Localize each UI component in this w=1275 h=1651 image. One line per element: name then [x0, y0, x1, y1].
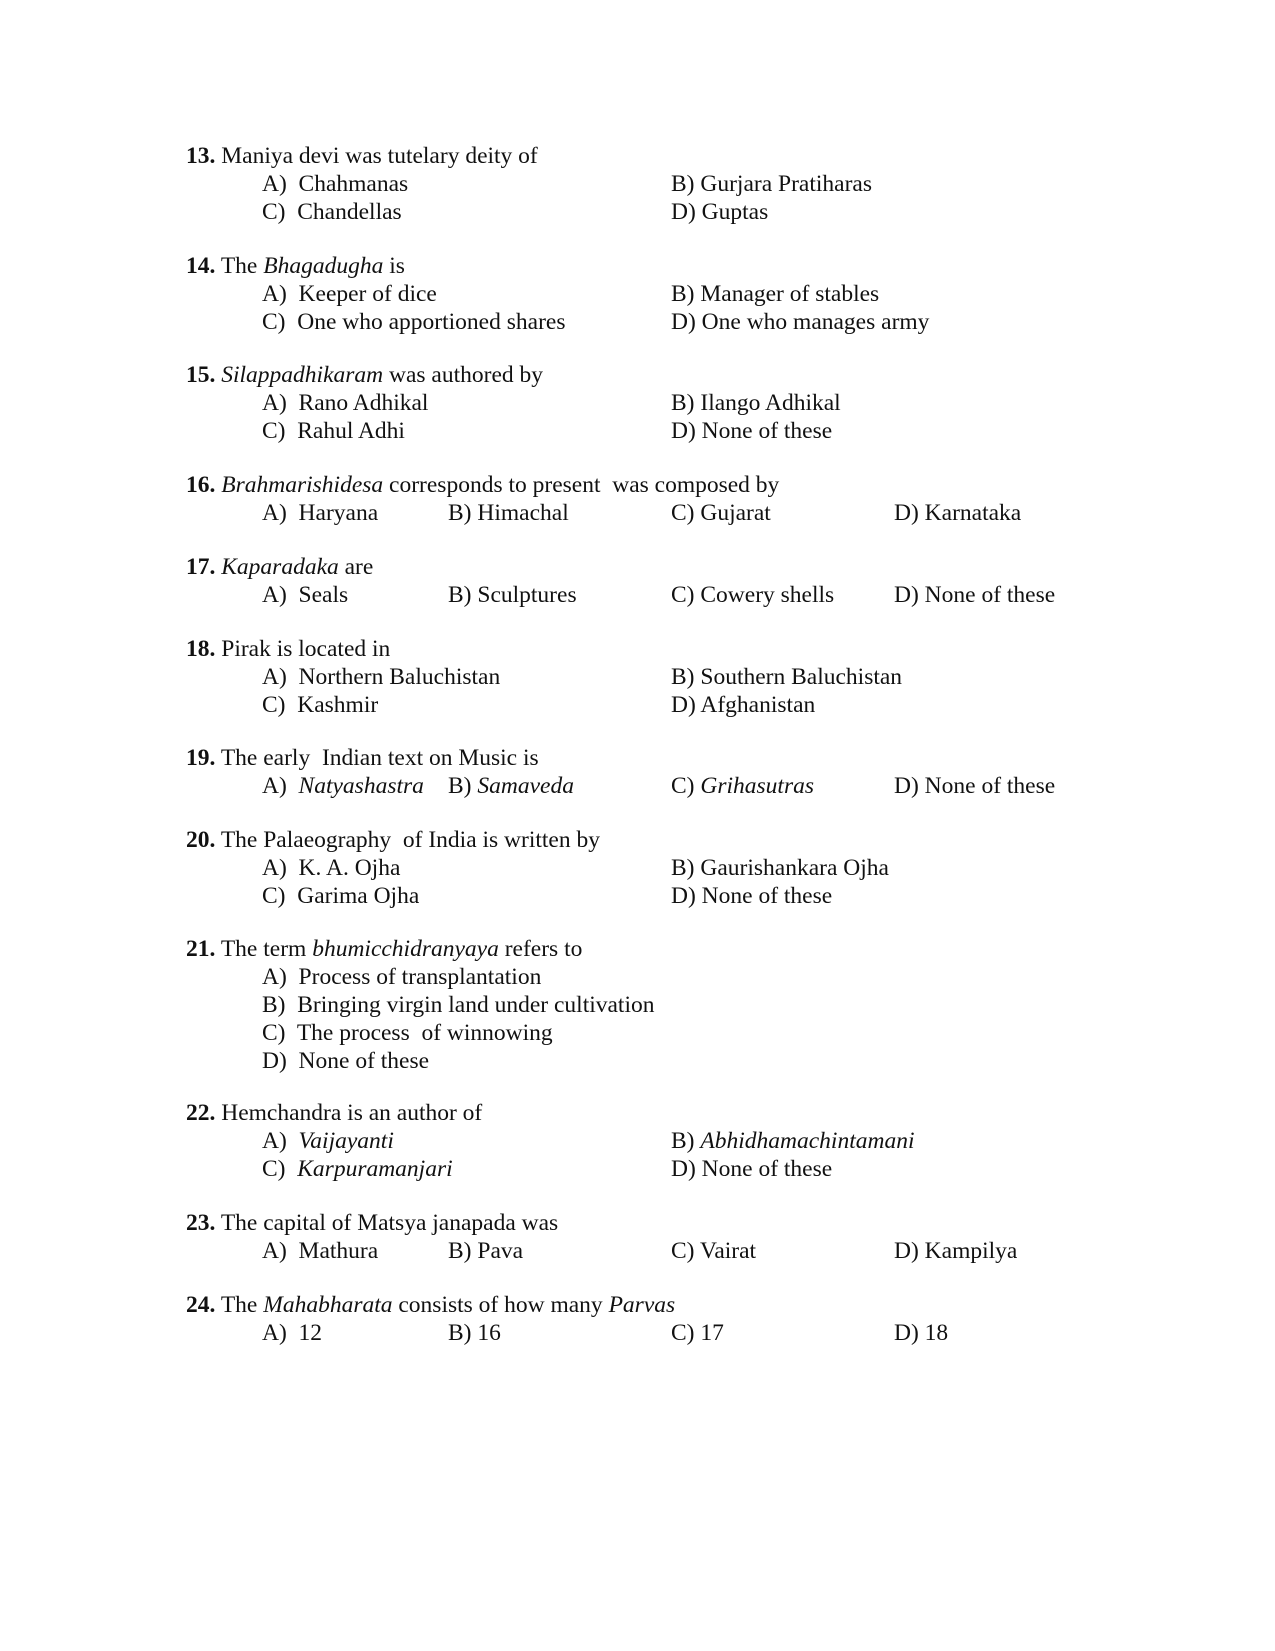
question-number: 13.: [186, 143, 216, 169]
question-number: 14.: [186, 253, 216, 279]
option-c: C) Kashmir: [262, 692, 379, 718]
option-b: B) Southern Baluchistan: [671, 664, 903, 690]
options-row: [186, 499, 1086, 527]
option-d: D) One who manages army: [671, 309, 930, 335]
option-a: A) Keeper of dice: [262, 281, 437, 307]
question-21: [186, 935, 1086, 1075]
option-b: B) Bringing virgin land under cultivation: [262, 992, 655, 1018]
option-a: A) Haryana: [262, 500, 379, 526]
question-stem: 18. Pirak is located in: [186, 636, 391, 662]
options-row: [186, 854, 1086, 882]
question-number: 24.: [186, 1292, 216, 1318]
option-d: D) 18: [894, 1320, 949, 1346]
question-20: [186, 826, 1086, 910]
question-number: 16.: [186, 472, 216, 498]
question-number: 21.: [186, 936, 216, 962]
option-a: A) K. A. Ojha: [262, 855, 401, 881]
stem-italic-term: Silappadhikaram: [221, 362, 384, 388]
option-c: C) Gujarat: [671, 500, 771, 526]
options-row: [186, 308, 1086, 336]
options-row: [186, 170, 1086, 198]
option-c: C) Grihasutras: [671, 773, 814, 799]
option-a: A) Mathura: [262, 1238, 379, 1264]
option-c: C) One who apportioned shares: [262, 309, 566, 335]
options-row: [186, 1127, 1086, 1155]
question-stem: 19. The early Indian text on Music is: [186, 745, 539, 771]
options-row: [186, 389, 1086, 417]
question-stem: [186, 142, 1086, 170]
stem-italic-term: Parvas: [608, 1292, 676, 1318]
option-d: D) Kampilya: [894, 1238, 1018, 1264]
question-13: [186, 142, 1086, 226]
question-stem: 15. Silappadhikaram was authored by: [186, 362, 544, 388]
question-number: 23.: [186, 1210, 216, 1236]
option-a: A) Rano Adhikal: [262, 390, 429, 416]
option-b: B) 16: [448, 1320, 501, 1346]
options-row: [186, 581, 1086, 609]
options-row: [186, 1019, 1086, 1047]
option-b: B) Gurjara Pratiharas: [671, 171, 872, 197]
question-18: [186, 635, 1086, 719]
question-17: [186, 553, 1086, 609]
option-b: B) Ilango Adhikal: [671, 390, 841, 416]
question-number: 15.: [186, 362, 216, 388]
option-b: B) Himachal: [448, 500, 569, 526]
stem-italic-term: Mahabharata: [263, 1292, 393, 1318]
option-c: C) Chandellas: [262, 199, 402, 225]
question-stem: 20. The Palaeography of India is written by: [186, 827, 600, 853]
option-b: B) Manager of stables: [671, 281, 880, 307]
options-row: [186, 198, 1086, 226]
question-stem: 22. Hemchandra is an author of: [186, 1100, 483, 1126]
question-16: [186, 471, 1086, 527]
options-row: [186, 1237, 1086, 1265]
options-row: [186, 1047, 1086, 1075]
options-row: [186, 280, 1086, 308]
stem-text: Maniya devi was tutelary deity of: [221, 143, 538, 169]
option-a: A) Natyashastra: [262, 773, 424, 799]
option-d: D) Guptas: [671, 199, 769, 225]
option-a: A) Vaijayanti: [262, 1128, 394, 1154]
option-c: C) Vairat: [671, 1238, 757, 1264]
option-d: D) None of these: [894, 582, 1056, 608]
option-c: C) Garima Ojha: [262, 883, 420, 909]
options-row: [186, 691, 1086, 719]
option-d: D) None of these: [262, 1048, 430, 1074]
options-row: [186, 1319, 1086, 1347]
option-b: B) Gaurishankara Ojha: [671, 855, 889, 881]
option-a: A) Seals: [262, 582, 349, 608]
stem-italic-term: bhumicchidranyaya: [312, 936, 499, 962]
question-19: [186, 744, 1086, 800]
options-row: [186, 663, 1086, 691]
option-b: B) Samaveda: [448, 773, 574, 799]
option-d: D) None of these: [894, 773, 1056, 799]
question-22: [186, 1099, 1086, 1183]
option-c: C) Rahul Adhi: [262, 418, 405, 444]
question-number: 18.: [186, 636, 216, 662]
question-number: 20.: [186, 827, 216, 853]
options-row: [186, 963, 1086, 991]
question-stem: 21. The term bhumicchidranyaya refers to: [186, 936, 583, 962]
stem-italic-term: Brahmarishidesa: [221, 472, 384, 498]
question-stem: 17. Kaparadaka are: [186, 554, 374, 580]
option-a: A) Northern Baluchistan: [262, 664, 501, 690]
question-stem: 16. Brahmarishidesa corresponds to present was composed by: [186, 472, 780, 498]
question-14: [186, 252, 1086, 336]
question-stem: 14. The Bhagadugha is: [186, 253, 405, 279]
options-row: [186, 991, 1086, 1019]
question-stem: 24. The Mahabharata consists of how many Parvas: [186, 1292, 676, 1318]
option-c: C) 17: [671, 1320, 724, 1346]
options-row: [186, 882, 1086, 910]
option-d: D) Karnataka: [894, 500, 1022, 526]
question-number: 19.: [186, 745, 216, 771]
option-b: B) Abhidhamachintamani: [671, 1128, 915, 1154]
option-c: C) Cowery shells: [671, 582, 835, 608]
option-b: B) Sculptures: [448, 582, 577, 608]
option-c: C) Karpuramanjari: [262, 1156, 453, 1182]
question-15: [186, 361, 1086, 445]
option-a: A) Process of transplantation: [262, 964, 542, 990]
question-24: [186, 1291, 1086, 1347]
question-number: 17.: [186, 554, 216, 580]
option-d: D) None of these: [671, 1156, 833, 1182]
option-a: A) Chahmanas: [262, 171, 409, 197]
option-c: C) The process of winnowing: [262, 1020, 553, 1046]
stem-italic-term: Bhagadugha: [263, 253, 384, 279]
option-d: D) None of these: [671, 418, 833, 444]
question-number: 22.: [186, 1100, 216, 1126]
option-b: B) Pava: [448, 1238, 524, 1264]
option-a: A) 12: [262, 1320, 323, 1346]
options-row: [186, 1155, 1086, 1183]
options-row: [186, 417, 1086, 445]
question-23: [186, 1209, 1086, 1265]
stem-italic-term: Kaparadaka: [221, 554, 339, 580]
question-stem: 23. The capital of Matsya janapada was: [186, 1210, 559, 1236]
option-d: D) None of these: [671, 883, 833, 909]
options-row: [186, 772, 1086, 800]
option-d: D) Afghanistan: [671, 692, 816, 718]
